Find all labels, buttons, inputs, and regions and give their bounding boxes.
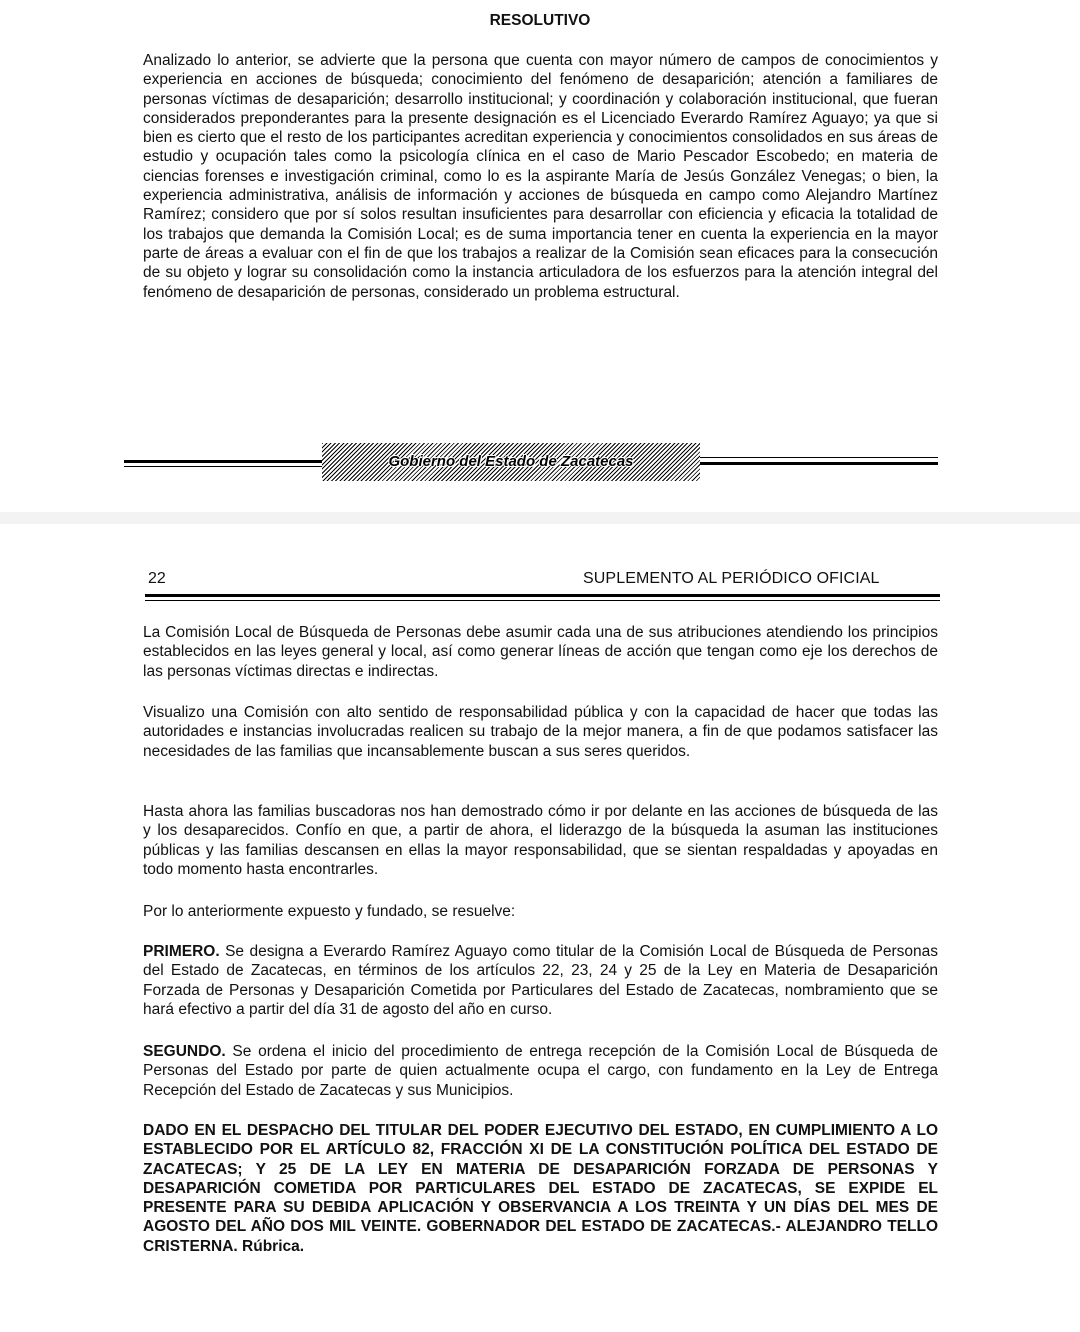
- footer-rule-left: [124, 460, 324, 463]
- header-rule-thin: [145, 600, 940, 601]
- primero-label: PRIMERO.: [143, 943, 220, 960]
- section-heading: RESOLUTIVO: [489, 12, 591, 29]
- footer-rule-right: [700, 462, 938, 465]
- running-head: SUPLEMENTO AL PERIÓDICO OFICIAL: [583, 570, 880, 587]
- footer-rule-right-thin: [700, 457, 938, 458]
- paragraph-primero: [143, 942, 938, 1019]
- paragraph-1: La Comisión Local de Búsqueda de Personas debe asumir cada una de sus atribuciones atendiendo los principios establecidos en las leyes general y local, así como generar líneas de acción que tengan como eje los derechos de las personas víctimas directas e indirectas.: [143, 624, 938, 680]
- header-rule-thick: [145, 594, 940, 597]
- page-number: 22: [148, 570, 166, 587]
- segundo-label: SEGUNDO.: [143, 1043, 226, 1060]
- primero-text: Se designa a Everardo Ramírez Aguayo como titular de la Comisión Local de Búsqueda de Personas del Estado de Zacatecas, en términos de los artículos 22, 23, 24 y 25 de la Ley en Materia de Desaparición Forzada de Personas y Desaparición Cometida por Particulares del Estado de Zacatecas, nombramiento que se hará efectivo a partir del día 31 de agosto del año en curso.: [143, 943, 938, 1018]
- document-page-2: [0, 524, 1080, 1332]
- resolutivo-paragraph: Analizado lo anterior, se advierte que la persona que cuenta con mayor número de campos de conocimientos y experiencia en acciones de búsqueda; conocimiento del fenómeno de desaparición; atención a familiares de personas víctimas de desaparición; desarrollo institucional; y coordinación y colaboración institucional, que fueran considerados preponderantes para la presente designación es el Licenciado Everardo Ramírez Aguayo; ya que si bien es cierto que el resto de los participantes acreditan experiencia y conocimientos consolidados en sus áreas de estudio y ocupación tales como la psicología clínica en el caso de Mario Pescador Escobedo; en materia de ciencias forenses e investigación criminal, como lo es la aspirante María de Jesús González Venegas; o bien, la experiencia administrativa, análisis de información y acciones de búsqueda en campo como Alejandro Martínez Ramírez; considero que por sí solos resultan insuficientes para desarrollar con eficiencia y eficacia la totalidad de los trabajos que demanda la Comisión Local; es de suma importancia tener en cuenta la experiencia en la mayor parte de áreas a evaluar con el fin de que los trabajos a realizar de la Comisión sean eficaces para la consecución de su objeto y lograr su consolidación como la instancia articuladora de los esfuerzos para la atención integral del fenómeno de desaparición de personas, considerado un problema estructural.: [143, 52, 938, 301]
- footer-rule-left-thin: [124, 466, 324, 467]
- paragraph-2: Visualizo una Comisión con alto sentido de responsabilidad pública y con la capacidad de hacer que todas las autoridades e instancias involucradas realicen su trabajo de la mejor manera, a fin de que podamos satisfacer las necesidades de las familias que incansablemente buscan a sus seres queridos.: [143, 704, 938, 760]
- footer-banner-text: Gobierno del Estado de Zacatecas: [388, 453, 634, 470]
- segundo-text: Se ordena el inicio del procedimiento de entrega recepción de la Comisión Local de Búsqueda de Personas del Estado por parte de quien actualmente ocupa el cargo, con fundamento en la Ley de Entrega Recepción del Estado de Zacatecas y sus Municipios.: [143, 1043, 938, 1099]
- paragraph-4: Por lo anteriormente expuesto y fundado, se resuelve:: [143, 903, 516, 920]
- paragraph-3: Hasta ahora las familias buscadoras nos han demostrado cómo ir por delante en las acciones de búsqueda de las y los desaparecidos. Confío en que, a partir de ahora, el liderazgo de la búsqueda la asuman las instituciones públicas y las familias descansen en ellas la mayor responsabilidad, que se sientan respaldadas y apoyadas en todo momento hasta encontrarles.: [143, 803, 938, 878]
- closing-paragraph: DADO EN EL DESPACHO DEL TITULAR DEL PODER EJECUTIVO DEL ESTADO, EN CUMPLIMIENTO A LO ESTABLECIDO POR EL ARTÍCULO 82, FRACCIÓN XI DE LA CONSTITUCIÓN POLÍTICA DEL ESTADO DE ZACATECAS; Y 25 DE LA LEY EN MATERIA DE DESAPARICIÓN FORZADA DE PERSONAS Y DESAPARICIÓN COMETIDA POR PARTICULARES DEL ESTADO DE ZACATECAS, SE EXPIDE EL PRESENTE PARA SU DEBIDA APLICACIÓN Y OBSERVANCIA A LOS TREINTA Y UN DÍAS DEL MES DE AGOSTO DEL AÑO DOS MIL VEINTE. GOBERNADOR DEL ESTADO DE ZACATECAS.- ALEJANDRO TELLO CRISTERNA. Rúbrica.: [143, 1122, 938, 1255]
- paragraph-segundo: [143, 1042, 938, 1100]
- document-page-1: [0, 0, 1080, 512]
